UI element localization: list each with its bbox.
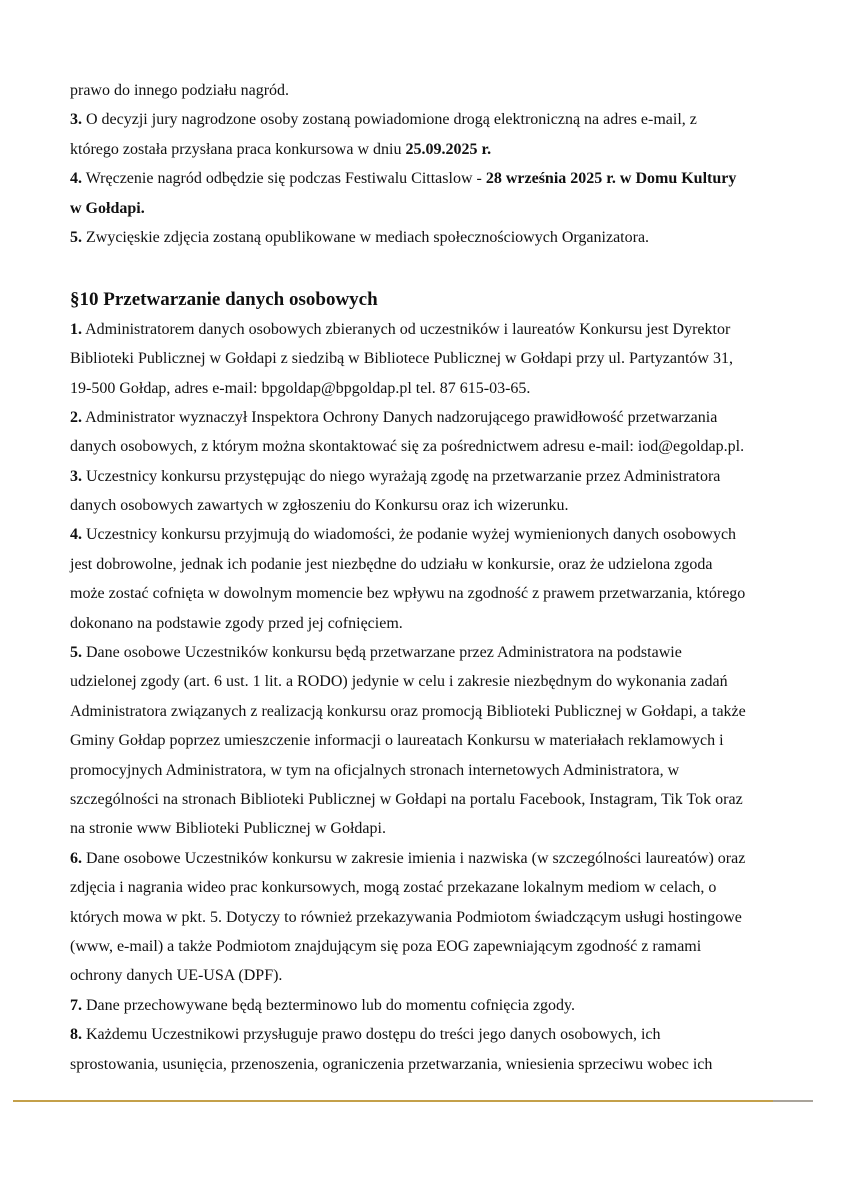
bold-text: 4. (70, 170, 82, 188)
text-line (70, 667, 800, 696)
text: którego została przysłana praca konkursowa w dniu (70, 140, 406, 158)
text: Administratora związanych z realizacją konkursu oraz promocją Biblioteki Publicznej w Gołdapi, a także (70, 702, 746, 720)
text-line (70, 374, 800, 403)
text: Wręczenie nagród odbędzie się podczas Festiwalu Cittaslow - (82, 170, 486, 188)
text-line (70, 462, 800, 491)
text: Dane przechowywane będą bezterminowo lub do momentu cofnięcia zgody. (82, 996, 575, 1014)
text-line (70, 1020, 800, 1049)
text-line (70, 550, 800, 579)
text-line (70, 491, 800, 520)
text-line (70, 932, 800, 961)
text-line (70, 903, 800, 932)
section-heading: §10 Przetwarzanie danych osobowych (70, 289, 378, 311)
text-line (70, 105, 800, 134)
bold-text: 4. (70, 526, 82, 544)
text: zdjęcia i nagrania wideo prac konkursowych, mogą zostać przekazane lokalnym mediom w celach, o (70, 879, 717, 897)
text: danych osobowych, z którym można skontaktować się za pośrednictwem adresu e-mail: iod@egoldap.pl. (70, 438, 745, 456)
text: Dane osobowe Uczestników konkursu będą przetwarzane przez Administratora na podstawie (82, 644, 682, 662)
document-page (70, 76, 800, 1079)
data-processing-section (70, 315, 800, 1079)
text-line (70, 403, 800, 432)
text: sprostowania, usunięcia, przenoszenia, ograniczenia przetwarzania, wniesienia sprzeciwu wobec ich (70, 1055, 713, 1073)
bold-text: 3. (70, 467, 82, 485)
text: Uczestnicy konkursu przystępując do niego wyrażają zgodę na przetwarzanie przez Administratora (82, 467, 721, 485)
bold-text: 1. (70, 320, 82, 338)
text: Biblioteki Publicznej w Gołdapi z siedzibą w Bibliotece Publicznej w Gołdapi przy ul. Partyzantów 31, (70, 350, 733, 368)
text-line (70, 315, 800, 344)
text: Administratorem danych osobowych zbieranych od uczestników i laureatów Konkursu jest Dyrektor (82, 320, 731, 338)
text-line (70, 991, 800, 1020)
text-line (70, 638, 800, 667)
text-line (70, 520, 800, 549)
text: których mowa w pkt. 5. Dotyczy to również przekazywania Podmiotom świadczącym usługi hostingowe (70, 908, 742, 926)
text-line (70, 432, 800, 461)
text: dokonano na podstawie zgody przed jej cofnięciem. (70, 614, 403, 632)
text: O decyzji jury nagrodzone osoby zostaną powiadomione drogą elektroniczną na adres e-mail, z (82, 111, 697, 129)
footer-divider (13, 1100, 813, 1102)
text: Zwycięskie zdjęcia zostaną opublikowane w mediach społecznościowych Organizatora. (82, 228, 650, 246)
text: jest dobrowolne, jednak ich podanie jest niezbędne do udziału w konkursie, oraz że udzielona zgoda (70, 555, 713, 573)
text-line (70, 76, 800, 105)
bold-text: w Gołdapi. (70, 199, 145, 217)
text-line (70, 164, 800, 193)
bold-text: 8. (70, 1026, 82, 1044)
text: prawo do innego podziału nagród. (70, 82, 290, 99)
text-line (70, 609, 800, 638)
text: Administrator wyznaczył Inspektora Ochrony Danych nadzorującego prawidłowość przetwarzania (82, 408, 718, 426)
text: ochrony danych UE-USA (DPF). (70, 967, 283, 985)
bold-text: 6. (70, 849, 82, 867)
bold-text: 25.09.2025 r. (405, 140, 492, 158)
text-line (70, 344, 800, 373)
text: Dane osobowe Uczestników konkursu w zakresie imienia i nazwiska (w szczególności laureatów) oraz (82, 849, 746, 867)
text: danych osobowych zawartych w zgłoszeniu do Konkursu oraz ich wizerunku. (70, 497, 569, 515)
text: promocyjnych Administratora, w tym na oficjalnych stronach internetowych Administratora, w (70, 761, 680, 779)
bold-text: 5. (70, 644, 82, 662)
text: może zostać cofnięta w dowolnym momencie bez wpływu na zgodność z prawem przetwarzania, którego (70, 585, 746, 603)
text: Uczestnicy konkursu przyjmują do wiadomości, że podanie wyżej wymienionych danych osobowych (82, 526, 737, 544)
text: (www, e-mail) a także Podmiotom znajdującym się poza EOG zapewniającym zgodność z ramami (70, 937, 702, 955)
text-line (70, 697, 800, 726)
text-line (70, 814, 800, 843)
text: Każdemu Uczestnikowi przysługuje prawo dostępu do treści jego danych osobowych, ich (82, 1026, 661, 1044)
text-line (70, 873, 800, 902)
bold-text: 5. (70, 228, 82, 246)
text-line (70, 135, 800, 164)
bold-text: 3. (70, 111, 82, 129)
bold-text: 28 września 2025 r. w Domu Kultury (485, 170, 737, 188)
text-line (70, 756, 800, 785)
text-line (70, 579, 800, 608)
text: 19-500 Gołdap, adres e-mail: bpgoldap@bpgoldap.pl tel. 87 615-03-65. (70, 379, 531, 397)
text-line (70, 785, 800, 814)
prize-section-continuation (70, 76, 800, 252)
text-line (70, 1050, 800, 1079)
bold-text: 2. (70, 408, 82, 426)
text-line (70, 726, 800, 755)
text-line (70, 844, 800, 873)
text-line (70, 194, 800, 223)
text: szczególności na stronach Biblioteki Publicznej w Gołdapi na portalu Facebook, Instagram, Tik Tok oraz (70, 790, 743, 808)
text-line (70, 223, 800, 252)
text: Gminy Gołdap poprzez umieszczenie informacji o laureatach Konkursu w materiałach reklamowych i (70, 732, 724, 750)
text-line (70, 961, 800, 990)
bold-text: 7. (70, 996, 82, 1014)
text: na stronie www Biblioteki Publicznej w Gołdapi. (70, 820, 386, 838)
text: udzielonej zgody (art. 6 ust. 1 lit. a RODO) jedynie w celu i zakresie niezbędnym do wykonania zadań (70, 673, 728, 691)
